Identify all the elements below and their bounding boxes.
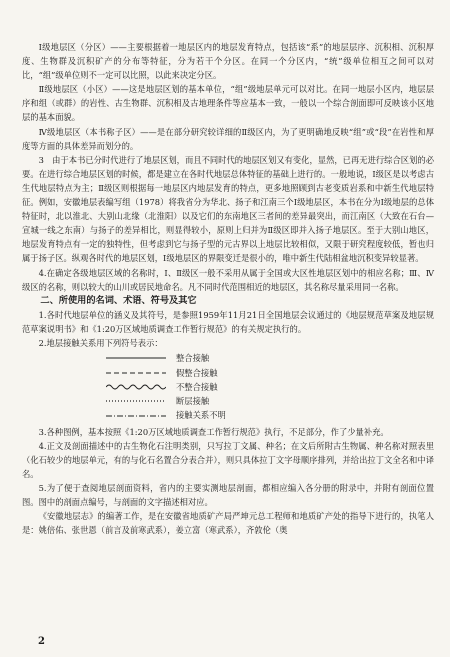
paragraph: 4.正文及剖面描述中的古生物化石注明类别，只写拉丁文属、种名；在文后所附古生物属、种名称对照表里（化石较少的地层单元，有的与化石名置合分表合并），则只具体拉丁文字母顺序排列，并给出拉丁文全名和中译名。 [22,440,434,479]
paragraph: 2.地层接触关系用下列符号表示： [38,338,163,349]
legend-item [22,365,434,379]
paragraph: Ⅳ级地层区（本书称子区）——是在部分研究较详细的Ⅱ级区内，为了更明确地反映“组”或“段”在岩性和厚度等方面的具体差异而划分的。 [22,126,434,151]
legend-label: 整合接触 [176,353,210,364]
paragraph: 5.为了便于查阅地层剖面资料，省内的主要实测地层剖面，都相应编入各分册的附录中，并附有剖面位置图。图中的剖面点编号，与剖面的文字描述相对应。 [22,483,434,508]
legend-item [22,408,434,422]
paragraph: 1.各时代地层单位的涵义及其符号，是参照1959年11月21日全国地层会议通过的《地层规范草案及地层规范草案说明书》和《1:20万区域地质调查工作暂行规范》的有关规定执行的。 [22,309,434,334]
conformable-contact-line-icon [106,353,166,363]
paragraph: 4.在确定各级地层区域的名称时，Ⅰ、Ⅱ级区一般不采用从属于全国或大区性地层区划中的相应名称；Ⅲ、Ⅳ级区的名称，则以较大的山川或居民地命名。凡不同时代范围相近的地层区，其名称尽量采用同一名称。 [22,267,434,292]
paragraph: Ⅱ级地层区（小区）——这是地层区划的基本单位，“组”级地层单元可以对比。在同一地层小区内，地层层序和组（或群）的岩性、古生物群、沉积相及古地理条件等应基本一致，一般以一个综合剖面即可反映该小区地层的基本面貌。 [22,84,434,123]
fault-contact-line-icon [106,396,166,406]
unknown-contact-line-icon [106,411,166,421]
legend-label: 断层接触 [176,396,210,407]
paragraph: Ⅰ级地层区（分区）——主要根据着一地层区内的地层发育特点，包括该“系”的地层层序、沉积相、沉积厚度、生物群及沉积矿产的分布等特征，分为若干个分区。在同一个分区内，“统”级单位相互之间可以对比，“组”级单位则不一定可以比照，以此来决定分区。 [22,42,434,81]
legend-item [22,380,434,394]
paragraph: 3 由于本书已分时代进行了地层区划，而且不同时代的地层区划又有变化，显然，已再无进行综合区划的必要。在进行综合地层区划的时候，都是建立在各时代地层总体特征的基础上进行的。一般地说，Ⅰ级区是以考虑古生代地层特点为主；Ⅱ级区则根据每一地层区内地层发育的特点，更多地照顾到古老变质岩系和中新生代地层特征。例如，安徽地层表编写组（1978）将我省分为华北、扬子和江南三个Ⅰ级地层区，本书在分为Ⅰ级地层的总体特征时，北以淮北、大别山北缘（北淮阳）以及它们的东南地区三者间的差异最突出，而江南区（大致在石台—宣城一线之东南）与扬子的差异相比，则显得较小，原则上归并为Ⅱ级区即并入扬子地层区。至于大别山地区，地层发育特点有一定的独特性，但考虑到它与扬子型的元古界以上地层比较相似，又限于研究程度较低，暂也归属于扬子区。纵观各时代的地层区划，Ⅰ级地层区的界限变迁是很小的，唯中新生代陆相盆地沉积变异较显著。 [22,154,434,264]
legend-label: 接触关系不明 [176,410,226,421]
legend-label: 不整合接触 [176,381,218,392]
legend-label: 假整合接触 [176,367,218,378]
paragraph: 《安徽地层志》的编著工作，是在安徽省地质矿产局严坤元总工程师和地质矿产处的指导下进行的，执笔人是：姚倍佑、张世恩（前言及前寒武系），姜立富（寒武系），齐敦伦（奥 [22,511,434,536]
legend-item [22,394,434,408]
section-heading: 二、所使用的名词、术语、符号及其它 [40,294,197,306]
page-number: 2 [38,636,45,647]
paragraph: 3.各种图例，基本按照《1:20万区域地质调查工作暂行规范》执行，不足部分，作了少量补充。 [38,426,389,437]
contact-legend [22,351,434,422]
unconformable-contact-line-icon [106,382,166,392]
disconformable-contact-line-icon [106,368,166,378]
legend-item [22,351,434,365]
body-text [22,40,434,537]
